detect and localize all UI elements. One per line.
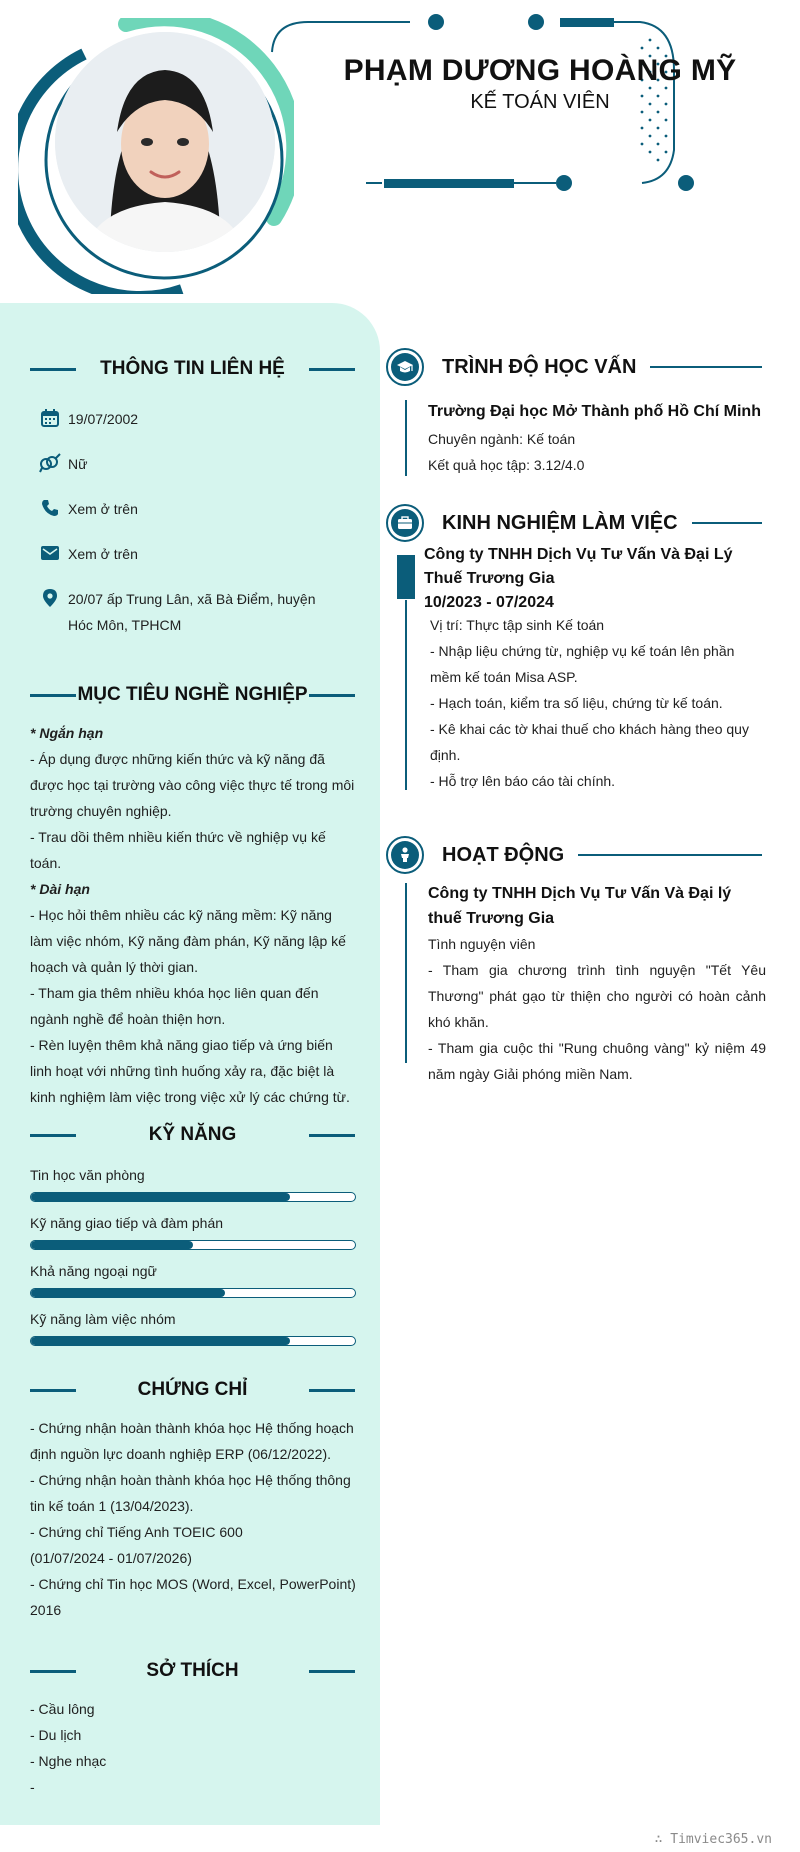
skill-label: Kỹ năng giao tiếp và đàm phán <box>30 1215 224 1231</box>
experience-details <box>430 612 768 794</box>
experience-heading <box>386 503 762 543</box>
activities-heading <box>386 835 762 875</box>
school-name: Trường Đại học Mở Thành phố Hồ Chí Minh <box>428 403 761 420</box>
email-icon <box>38 541 62 565</box>
gender-text: Nữ <box>68 456 88 472</box>
briefcase-icon <box>386 504 424 542</box>
activity-item: - Tham gia chương trình tình nguyện "Tết Yêu Thương" phát gạo từ thiện cho người có hoàn cảnh khó khăn. <box>428 962 766 1030</box>
heading-line-left <box>30 1670 76 1673</box>
contact-heading <box>30 358 355 380</box>
watermark: ∴ Timviec365.vn <box>654 1832 772 1847</box>
heading-line <box>578 854 762 856</box>
address-text: 20/07 ấp Trung Lân, xã Bà Điểm, huyện Hóc Môn, TPHCM <box>68 591 316 633</box>
experience-duty: - Kê khai các tờ khai thuế cho khách hàng theo quy định. <box>430 721 749 763</box>
experience-position: Vị trí: Thực tập sinh Kế toán <box>430 617 605 633</box>
skill-item <box>30 1164 356 1202</box>
location-icon <box>38 586 62 610</box>
graduation-cap-icon <box>386 348 424 386</box>
gender-icon <box>38 451 62 475</box>
experience-period: 10/2023 - 07/2024 <box>424 594 554 611</box>
education-major: Chuyên ngành: Kế toán <box>428 431 576 447</box>
activity-item: - Tham gia cuộc thi "Rung chuông vàng" kỷ niệm 49 năm ngày Giải phóng miền Nam. <box>428 1040 766 1082</box>
experience-marker <box>397 555 415 599</box>
skill-bar <box>30 1336 356 1346</box>
heading-line-right <box>309 694 355 697</box>
person-icon <box>386 836 424 874</box>
long-term-item: - Rèn luyện thêm khả năng giao tiếp và ứng biến linh hoạt với những tình huống xảy ra, đặc biệt là kinh nghiệm làm việc trong việc xử lý các chứng từ. <box>30 1037 350 1105</box>
contact-phone <box>38 496 328 522</box>
short-term-item: - Trau dồi thêm nhiều kiến thức về nghiệp vụ kế toán. <box>30 829 326 871</box>
skill-item <box>30 1308 356 1346</box>
long-term-item: - Tham gia thêm nhiều khóa học liên quan đến ngành nghề để hoàn thiện hơn. <box>30 985 319 1027</box>
hobbies-title: SỞ THÍCH <box>146 1660 239 1681</box>
skill-item <box>30 1212 356 1250</box>
contact-gender <box>38 451 328 477</box>
activities-role: Tình nguyện viên <box>428 936 536 952</box>
contact-email <box>38 541 328 567</box>
candidate-name: PHẠM DƯƠNG HOÀNG MỸ <box>343 54 737 87</box>
certificates-body <box>30 1415 356 1623</box>
hobby-item: - Nghe nhạc <box>30 1753 107 1769</box>
objective-body <box>30 720 356 1110</box>
avatar <box>55 32 275 252</box>
email-text: Xem ở trên <box>68 546 138 562</box>
hobby-item: - Du lịch <box>30 1727 82 1743</box>
education-timeline <box>405 400 407 476</box>
long-term-label: * Dài hạn <box>30 881 90 897</box>
heading-line-right <box>309 368 355 371</box>
skill-item <box>30 1260 356 1298</box>
skill-label: Tin học văn phòng <box>30 1167 145 1183</box>
avatar-photo <box>55 32 275 252</box>
phone-text: Xem ở trên <box>68 501 138 517</box>
activities-title: HOẠT ĐỘNG <box>442 843 565 866</box>
experience-timeline <box>405 600 407 790</box>
activities-body <box>428 881 766 1087</box>
contact-dob <box>38 406 328 432</box>
certificate-item: - Chứng chỉ Tin học MOS (Word, Excel, PowerPoint) 2016 <box>30 1576 356 1618</box>
heading-line-left <box>30 1389 76 1392</box>
contact-title: THÔNG TIN LIÊN HỆ <box>100 358 285 379</box>
skill-bar-fill <box>31 1289 225 1297</box>
certificate-item: (01/07/2024 - 01/07/2026) <box>30 1550 192 1566</box>
hobbies-heading <box>30 1660 355 1682</box>
skill-bar <box>30 1240 356 1250</box>
skills-heading <box>30 1124 355 1146</box>
skill-bar <box>30 1192 356 1202</box>
skill-bar <box>30 1288 356 1298</box>
education-gpa: Kết quả học tập: 3.12/4.0 <box>428 457 585 473</box>
heading-line-left <box>30 1134 76 1137</box>
hobby-item: - Cầu lông <box>30 1701 95 1717</box>
skill-bar-fill <box>31 1241 193 1249</box>
heading-line <box>650 366 762 368</box>
experience-title: KINH NGHIỆM LÀM VIỆC <box>442 511 678 534</box>
heading-line-right <box>309 1389 355 1392</box>
short-term-label: * Ngắn hạn <box>30 725 104 741</box>
experience-duty: - Hạch toán, kiểm tra số liệu, chứng từ kế toán. <box>430 695 723 711</box>
experience-duty: - Hỗ trợ lên báo cáo tài chính. <box>430 773 616 789</box>
job-title: KẾ TOÁN VIÊN <box>470 91 610 113</box>
education-heading <box>386 347 762 387</box>
activities-timeline <box>405 883 407 1063</box>
skills-title: KỸ NĂNG <box>148 1124 237 1145</box>
objective-heading <box>30 684 355 706</box>
cv-header <box>0 0 800 300</box>
certificate-item: - Chứng nhận hoàn thành khóa học Hệ thống thông tin kế toán 1 (13/04/2023). <box>30 1472 351 1514</box>
calendar-icon <box>38 406 62 430</box>
hobbies-body <box>30 1696 356 1800</box>
dob-text: 19/07/2002 <box>68 411 139 427</box>
heading-line-right <box>309 1134 355 1137</box>
heading-line-right <box>309 1670 355 1673</box>
hobby-item: - <box>30 1779 35 1795</box>
skill-label: Kỹ năng làm việc nhóm <box>30 1311 176 1327</box>
heading-line <box>692 522 762 524</box>
experience-company: Công ty TNHH Dịch Vụ Tư Vấn Và Đại Lý Thuế Trương Gia <box>424 546 733 587</box>
long-term-item: - Học hỏi thêm nhiều các kỹ năng mềm: Kỹ năng làm việc nhóm, Kỹ năng đàm phán, Kỹ năng lập kế hoạch và quản lý thời gian. <box>30 907 346 975</box>
contact-address <box>38 586 328 638</box>
heading-line-left <box>30 694 76 697</box>
skill-bar-fill <box>31 1337 290 1345</box>
short-term-item: - Áp dụng được những kiến thức và kỹ năng đã được học tại trường vào công việc thực tế trong môi trường chuyên nghiệp. <box>30 751 355 819</box>
heading-line-left <box>30 368 76 371</box>
certificate-item: - Chứng nhận hoàn thành khóa học Hệ thống hoạch định nguồn lực doanh nghiệp ERP (06/12/2022). <box>30 1420 354 1462</box>
skill-bar-fill <box>31 1193 290 1201</box>
skill-label: Khả năng ngoại ngữ <box>30 1263 157 1279</box>
activities-org: Công ty TNHH Dịch Vụ Tư Vấn Và Đại lý thuế Trương Gia <box>428 885 732 927</box>
experience-duty: - Nhập liệu chứng từ, nghiệp vụ kế toán lên phần mềm kế toán Misa ASP. <box>430 643 735 685</box>
education-title: TRÌNH ĐỘ HỌC VẤN <box>442 355 637 378</box>
education-body <box>428 398 766 478</box>
certificates-heading <box>30 1379 355 1401</box>
certificate-item: - Chứng chỉ Tiếng Anh TOEIC 600 <box>30 1524 243 1540</box>
phone-icon <box>38 496 62 520</box>
objective-title: MỤC TIÊU NGHỀ NGHIỆP <box>77 684 308 705</box>
certificates-title: CHỨNG CHỈ <box>137 1379 248 1400</box>
experience-company-block <box>424 543 768 615</box>
